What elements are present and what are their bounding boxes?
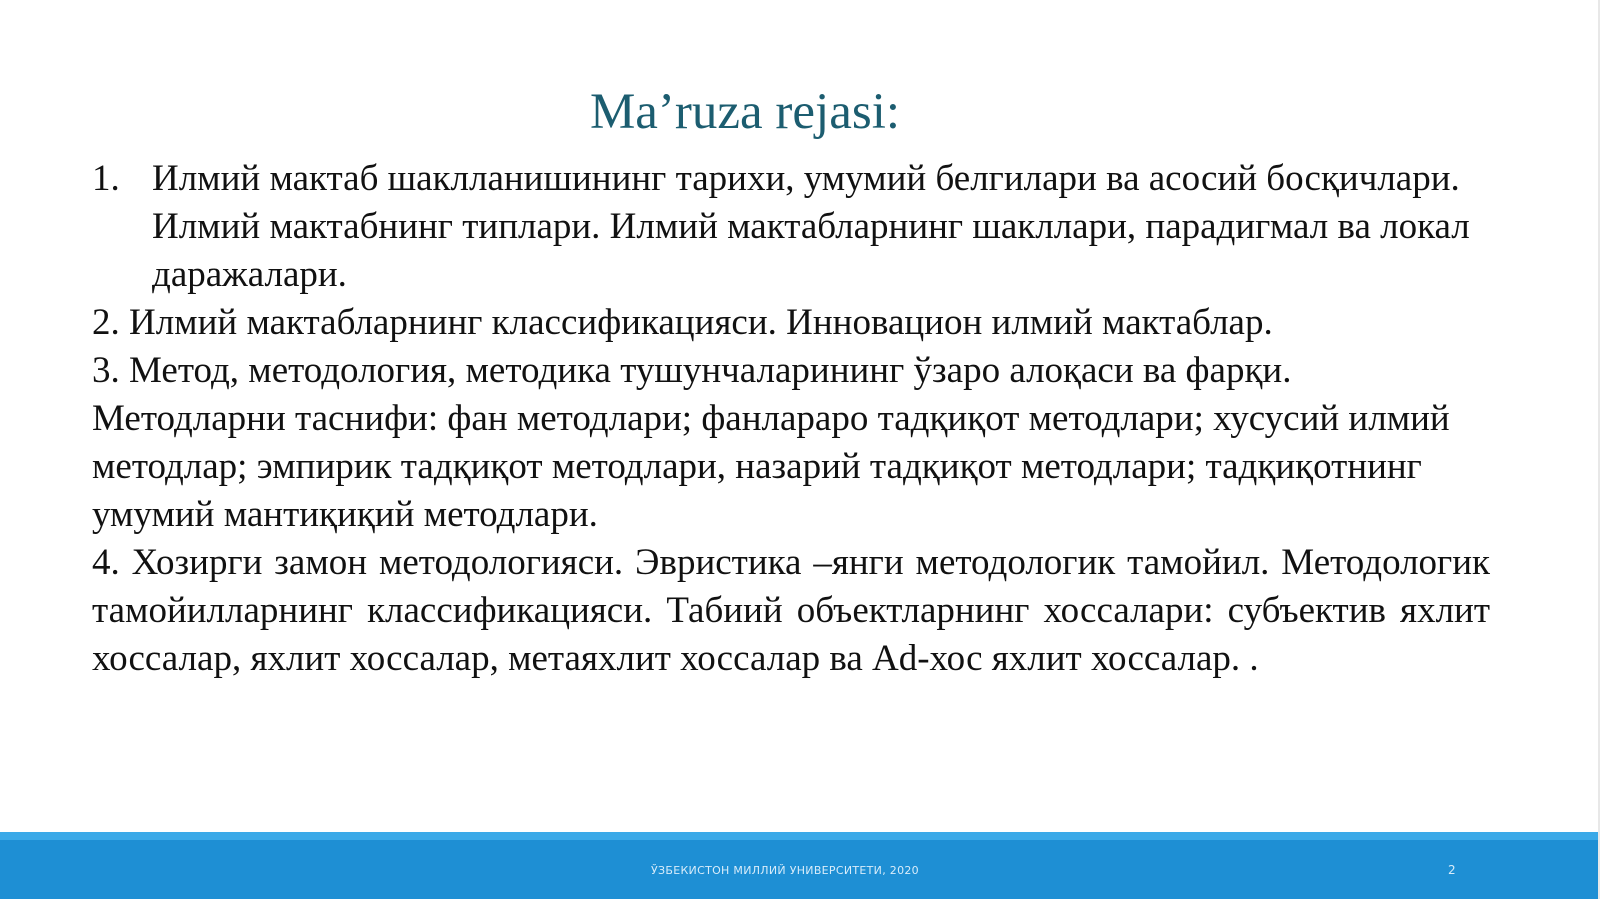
list-item-1-text: Илмий мактаб шаклланишининг тарихи, умумий белгилари ва асосий босқичлари. Илмий мактабнинг типлари. Илмий мактабларнинг шакллари, парадигмал ва локал даражалари.	[152, 158, 1470, 295]
list-item-4: 4. Хозирги замон методологияси. Эвристика –янги методологик тамойил. Методологик тамойилларнинг классификацияси. Табиий объектларнинг хоссалари: субъектив яхлит хоссалар, яхлит хоссалар, метаяхлит хоссалар ва Ad-хос яхлит хоссалар. .	[92, 542, 1490, 679]
page-number: 2	[1448, 863, 1456, 877]
list-item-1	[92, 155, 1490, 299]
footer-bar	[0, 832, 1600, 899]
list-item-2: 2. Илмий мактабларнинг классификацияси. Инновацион илмий мактаблар.	[92, 302, 1273, 343]
slide-content	[92, 155, 1490, 683]
slide-title: Ma’ruza rejasi:	[589, 84, 901, 140]
list-item-1-number: 1.	[92, 158, 120, 199]
footer-text: ЎЗБЕКИСТОН МИЛЛИЙ УНИВЕРСИТЕТИ, 2020	[651, 864, 919, 877]
list-item-3: 3. Метод, методология, методика тушунчаларининг ўзаро алоқаси ва фарқи. Методларни таснифи: фан методлари; фанлараро тадқиқот методлари; хусусий илмий методлар; эмпирик тадқиқот методлари, назарий тадқиқот методлари; тадқиқотнинг умумий мантиқиқий методлари.	[92, 350, 1450, 535]
